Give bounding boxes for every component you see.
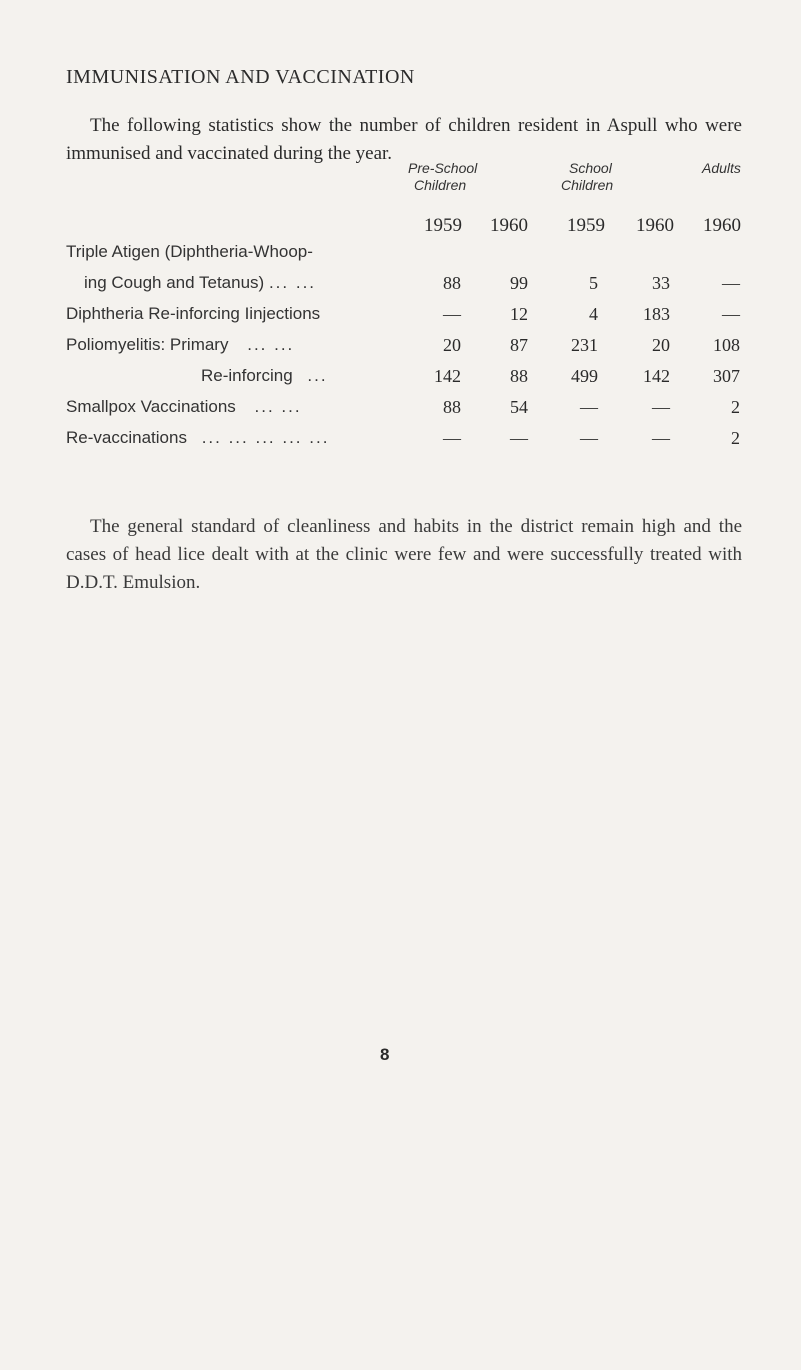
row-label	[66, 396, 302, 418]
table-cell: —	[443, 304, 461, 324]
table-cell: 88	[443, 397, 461, 417]
table-cell: 2	[731, 397, 740, 417]
table-cell: 54	[510, 397, 528, 417]
group-header-line: Adults	[702, 160, 741, 176]
year-header: 1960	[490, 215, 528, 236]
year-header: 1960	[703, 215, 741, 236]
table-cell: 183	[643, 304, 670, 324]
group-header-line: School	[569, 160, 612, 176]
group-header-school	[561, 160, 613, 194]
closing-paragraph: The general standard of cleanliness and habits in the district remain high and the cases of head lice dealt with at the clinic were few and were successfully treated with D.D.T. Emulsion.	[66, 516, 742, 593]
row-label	[66, 334, 294, 356]
group-header-line: Pre-School	[408, 160, 478, 176]
page-number: 8	[380, 1045, 390, 1064]
row-label-text: ing Cough and Tetanus)	[84, 273, 265, 292]
group-header-preschool	[408, 160, 477, 194]
table-cell: 20	[652, 335, 670, 355]
group-header-line: Children	[561, 177, 614, 193]
row-label-text: Re-inforcing	[201, 366, 293, 385]
table-cell: 499	[571, 366, 598, 386]
table-cell: —	[510, 428, 528, 448]
table-cell: 20	[443, 335, 461, 355]
table-cell: —	[652, 397, 670, 417]
table-cell: 88	[443, 273, 461, 293]
row-label	[66, 427, 329, 449]
table-cell: —	[652, 428, 670, 448]
row-label-text: Re-vaccinations	[66, 428, 187, 447]
table-cell: —	[580, 397, 598, 417]
row-label	[201, 365, 328, 387]
table-cell: 307	[713, 366, 740, 386]
table-cell: 12	[510, 304, 528, 324]
group-header-line: Children	[414, 177, 467, 193]
year-header: 1960	[636, 215, 674, 236]
table-cell: 33	[652, 273, 670, 293]
leader-dots: ... ...	[268, 273, 317, 292]
table-cell: 142	[434, 366, 461, 386]
leader-dots: ... ...	[247, 335, 295, 354]
leader-dots: ... ... ... ... ...	[201, 428, 330, 447]
intro-paragraph: The following statistics show the number of children resident in Aspull who were immunised and vaccinated during the year.	[66, 115, 742, 164]
table-cell: 4	[589, 304, 598, 324]
table-cell: 88	[510, 366, 528, 386]
table-cell: 108	[713, 335, 740, 355]
table-cell: —	[443, 428, 461, 448]
leader-dots: ...	[307, 366, 328, 385]
page-heading: IMMUNISATION AND VACCINATION	[66, 66, 415, 88]
row-label	[66, 303, 320, 325]
table-cell: 5	[589, 273, 598, 293]
row-label-text: Smallpox Vaccinations	[66, 397, 236, 416]
table-cell: —	[722, 304, 740, 324]
row-label-text: Diphtheria Re-inforcing Iinjections	[66, 304, 321, 323]
table-cell: —	[580, 428, 598, 448]
table-cell: 99	[510, 273, 528, 293]
year-header: 1959	[424, 215, 462, 236]
row-label-text: Poliomyelitis: Primary	[66, 335, 229, 354]
table-cell: 142	[643, 366, 670, 386]
year-header: 1959	[567, 215, 605, 236]
table-cell: 231	[571, 335, 598, 355]
row-label: Triple Atigen (Diphtheria-Whoop-	[66, 242, 313, 261]
group-header-adults	[702, 160, 741, 177]
table-cell: —	[722, 273, 740, 293]
table-cell: 2	[731, 428, 740, 448]
row-label	[84, 272, 316, 294]
table-cell: 87	[510, 335, 528, 355]
leader-dots: ... ...	[254, 397, 302, 416]
